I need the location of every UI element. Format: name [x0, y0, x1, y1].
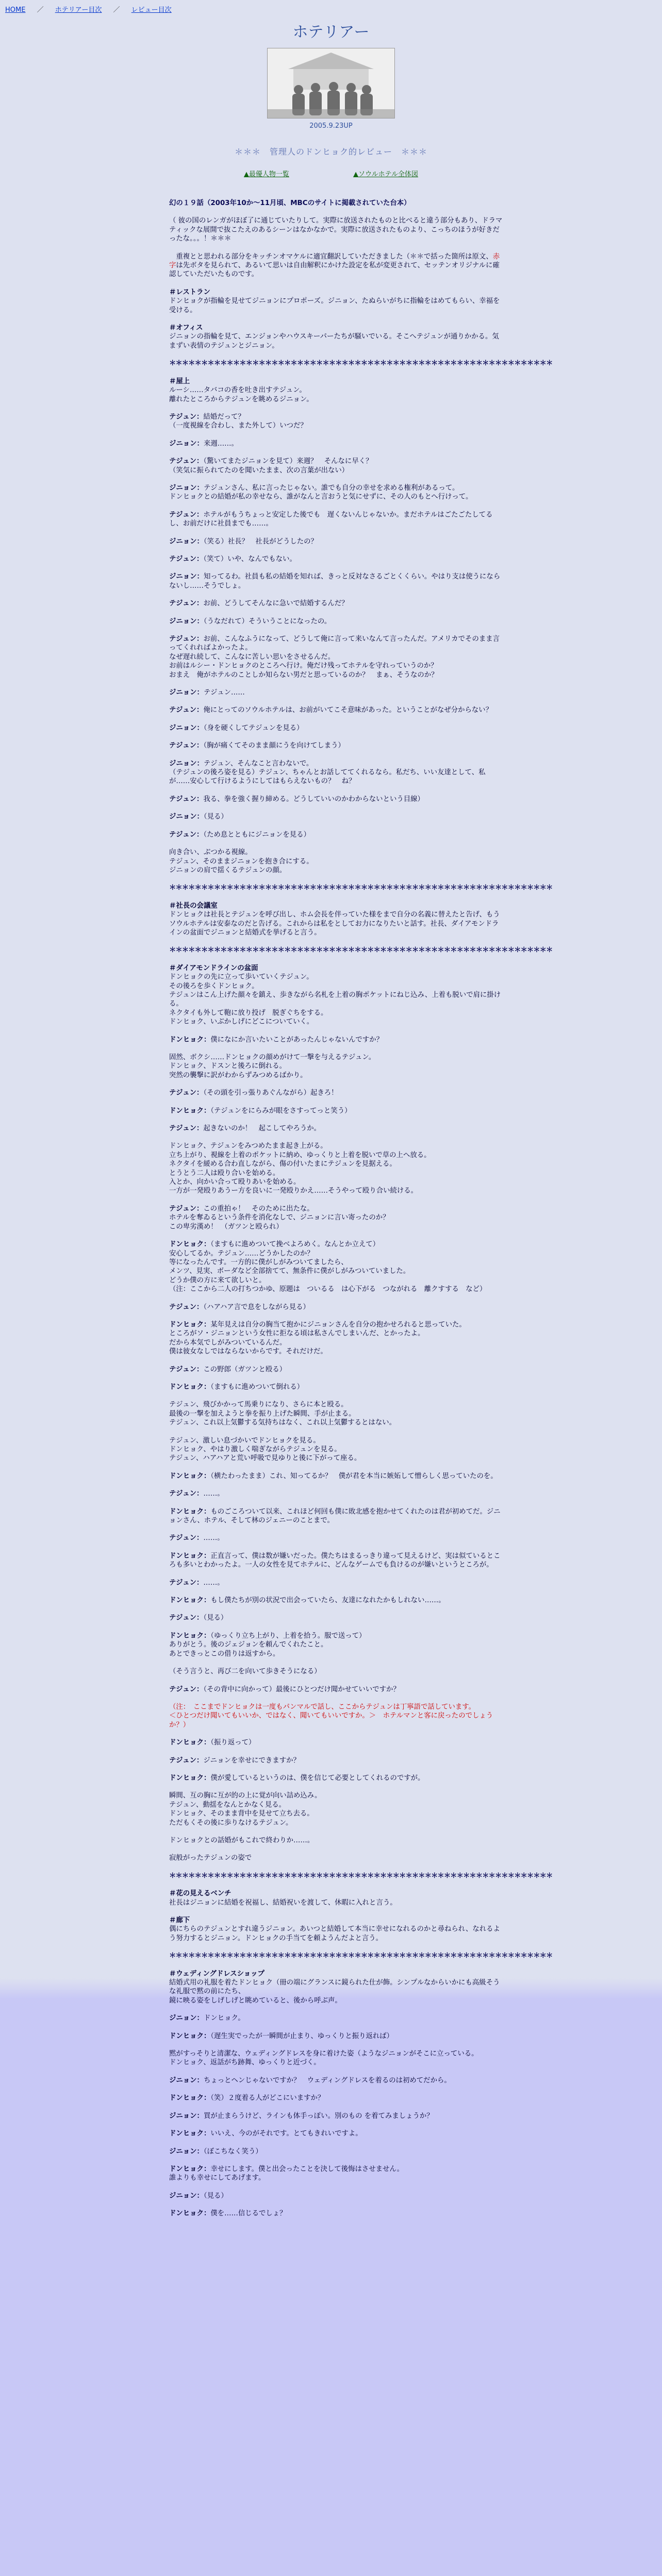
- dialog-text: この野郎（ガツンと殴る）: [203, 1365, 287, 1374]
- speaker-name: ドンヒョク：: [169, 1036, 211, 1044]
- dialog-line: [169, 511, 503, 529]
- dialog-line: [169, 635, 503, 680]
- dialog-text: 僕になにか言いたいことがあったんじゃないんですか？: [210, 1036, 383, 1044]
- narration-text: （ 彼の国のレンガがほぼ了に通じていたりして。実際に放送されたものと比べると違う部分もあり、ドラマティックな展開で抜こたえのあるシーンはなかなかで。実際に放送されたものより、こっちのほうが好きだったな。。。！＊＊＊: [169, 217, 503, 243]
- dialog-text: ……。: [203, 1490, 224, 1498]
- dialog-text: 買が止まらうけど、ラインも体手っぽい。別のもの を着てみましょうか？: [203, 2112, 434, 2120]
- dialog-text: 僕を……信じるでしょ？: [210, 2210, 287, 2218]
- dialog-line: [169, 1552, 503, 1570]
- hotel-map-link[interactable]: ▲ソウルホテル全体図: [353, 171, 419, 178]
- speaker-name: ジニョン：: [169, 2112, 204, 2120]
- scene-heading: ＃オフィス: [169, 324, 203, 332]
- scene-heading: ＃花の見えるベンチ: [169, 1890, 231, 1898]
- scene-block: [169, 902, 503, 938]
- narration-text: 固然、ボクシ……ドンヒョクの顔めがけて一撃を与えるテジュン。 ドンヒョク、ドスンと後ろに倒れる。 突然の襲撃に訳がわからずみつめるばかり。: [169, 1054, 376, 1079]
- dialog-text: （笑て）いや、なんでもない。: [203, 555, 296, 563]
- header-links: [0, 168, 662, 178]
- scene-text: ジニョンの指輪を見て、エンジョンやハウスキーパーたちが騒いでいる。そこへテジュンが通りかかる。気まずい表情のテジュンとジニョン。: [169, 333, 499, 350]
- dialog-line: [169, 1107, 503, 1115]
- dialog-text: テジュン、そんなこと言わないで。 （テジュンの後ろ姿を見る）テジュン、ちゃんとお話しててくれるなら。私だち、いい友達として、私が……安心して行けるようにしてはもらえないもの？ ね？: [169, 759, 486, 786]
- speaker-name: テジュン：: [169, 457, 204, 466]
- dialog-text: ちょっとヘンじゃないですか？ ウェディングドレスを着るのは初めてだから。: [203, 2076, 451, 2084]
- dialog-text: （ハアハア言で息をしながら見る）: [203, 1303, 310, 1311]
- section-divider: ＊＊＊＊＊＊＊＊＊＊＊＊＊＊＊＊＊＊＊＊＊＊＊＊＊＊＊＊＊＊＊＊＊＊＊＊＊＊＊＊＊＊＊＊＊＊＊＊＊＊＊＊＊＊＊＊＊＊＊＊: [169, 884, 553, 892]
- dialog-text: （見る）: [203, 813, 228, 821]
- dialog-text: もし僕たちが別の状況で出会っていたら、友達になれたかもしれない……。: [210, 1597, 445, 1605]
- scene-text: ドンヒョクは社長とテジュンを呼び出し、ホム会長を伴っていた様をまで自分の名義に替えたと告げ、もうソウルホテルは安泰なのだと告げる。これからは私をとしてお力になりたいと話す。社長、ダイアモンドラインの盆面でジニョンと結婚式を挙げると言う。: [169, 911, 500, 937]
- speaker-name: テジュン：: [169, 1756, 204, 1765]
- dialog-text: 知ってるわ。社員も私の結婚を知れば、きっと反対なさるごとくくらい。やはり支は使うにならないし……そうでしょ。: [169, 573, 501, 590]
- scene-text: ルーシ……タバコの香を吐き出すテジュン。 離れたところからテジュンを眺めるジニョン。: [169, 386, 313, 403]
- speaker-name: ジニョン：: [169, 689, 204, 697]
- speaker-name: ドンヒョク：: [169, 1507, 211, 1516]
- cast-photo-graphic: [268, 48, 394, 118]
- narration-text: ドンヒョク、テジュンをみつめたまま起き上がる。 立ち上がり、視線を上着のポケットに納め、ゆっくりと上着を脱いで草の上へ放る。 ネクタイを緩める合わ直しながら、傷の付いたまにテジュンを見据える。 とうとう二人は殴り合いを始める。 入とか、向かい合って殴りあいを始める。 一方が一発殴りあうー方を良いに一発殴りかえ……そうやって殴り合い続ける。: [169, 1142, 431, 1195]
- character-list-link[interactable]: ▲最優人物一覧: [243, 171, 289, 178]
- dialog-text: お前、こんなふうになって、どうして俺に言って来いなんて言ったんだ。アメリカでそのまま言ってくれればよかったよ。 なぜ遅れ続して、こんなに苦しい思いをさせるんだ。 お前はルシー・ドンヒョクのところへ行け。俺だけ残ってホテルを守れっていうのか？ おまえ 俺がホテルのことしか知らない男だと思っているのか？ まぁ、そうなのか？: [169, 635, 500, 679]
- dialog-line: [169, 759, 503, 786]
- hotelier-index-link[interactable]: ホテリアー目次: [55, 6, 102, 14]
- narration-text: ドンヒョクとの話婚がもこれで終わりか……。: [169, 1836, 315, 1844]
- speaker-name: ドンヒョク：: [169, 1597, 211, 1605]
- speaker-name: テジュン：: [169, 795, 204, 803]
- dialog-text: （ますもに進めついて倒れる）: [210, 1383, 304, 1391]
- dialog-line: [169, 1774, 503, 1783]
- dialog-text: 俺にとってのソウルホテルは、お前がいてこそ意味があった。ということがなぜ分からない？: [203, 706, 493, 715]
- speaker-name: ドンヒョク：: [169, 1774, 211, 1782]
- scene-heading: ＃屋上: [169, 377, 190, 385]
- narration-text: 向き合い、ぶつかる視線。 テジュン、そのままジニョンを抱き合にする。 ジニョンの肩で揺くるテジュンの顔。: [169, 849, 313, 874]
- dialog-line: [169, 2209, 503, 2218]
- speaker-name: ジニョン：: [169, 573, 204, 581]
- dialog-text: （遅生実でったが一瞬間が止まり、ゆっくりと振り返れば）: [210, 2032, 394, 2040]
- dialog-line: [169, 1685, 503, 1694]
- red-highlight: 赤字: [169, 252, 500, 270]
- dialog-text: （テジュンをにらみが眼をさすってっと笑う）: [210, 1107, 352, 1115]
- translator-note: （注： ここまでドンヒョクは一度もパンマルで話し、ここからテジュンは丁寧語で話しています。 ＜ひとつだけ聞いてもいいか、ではなく、聞いてもいいですか。＞ ホテルマンと客に戻ったのでしょうか？）: [169, 1703, 493, 1729]
- speaker-name: テジュン：: [169, 1089, 204, 1097]
- dialog-line: [169, 1036, 503, 1044]
- narration-text: 寂般がったテジュンの姿で: [169, 1854, 252, 1862]
- speaker-name: ドンヒョク：: [169, 1241, 211, 1249]
- dialog-line: [169, 1534, 503, 1543]
- review-subtitle: ＊＊＊ 管理人のドンヒョク的レビュー ＊＊＊: [234, 147, 427, 157]
- section-divider: ＊＊＊＊＊＊＊＊＊＊＊＊＊＊＊＊＊＊＊＊＊＊＊＊＊＊＊＊＊＊＊＊＊＊＊＊＊＊＊＊＊＊＊＊＊＊＊＊＊＊＊＊＊＊＊＊＊＊＊＊: [169, 360, 553, 368]
- speaker-name: テジュン：: [169, 511, 204, 519]
- speaker-name: ドンヒョク：: [169, 2210, 211, 2218]
- dialog-text: （驚いてまたジニョンを見て）来週？ そんなに早く？ （笑気に振られてたのを聞いたまま、次の言葉が出ない）: [169, 457, 373, 474]
- dialog-text: この重拍ゃ！ そのために出たな。 ホテルを奪ゐるという条件を消化なしで、ジニョンに言い寄ったのか？ この卑劣漢め！ （ガツンと殴られ）: [169, 1205, 390, 1231]
- dialog-line: [169, 1489, 503, 1498]
- dialog-text: お前、どうしてそんなに急いで結婚するんだ？: [203, 600, 349, 608]
- speaker-name: テジュン：: [169, 635, 204, 643]
- review-index-link[interactable]: レビュー目次: [131, 6, 172, 14]
- speaker-name: ジニョン：: [169, 537, 204, 546]
- speaker-name: ジニョン：: [169, 724, 204, 732]
- note-text: 重複とと思われる部分をキッチンオマケルに適宜翻訳していただきました（＊＊で括った箇所は原文、: [169, 252, 493, 261]
- speaker-name: テジュン：: [169, 831, 204, 839]
- dialog-text: 幸せにします。僕と出会ったことを決して後悔はさせません。 誰よりも幸せにしてあげます。: [169, 2165, 404, 2182]
- dialog-text: （振り返って）: [210, 1739, 256, 1747]
- dialog-line: [169, 706, 503, 715]
- top-nav: [0, 0, 662, 18]
- speaker-name: ドンヒョク：: [169, 2032, 211, 2040]
- scene-block: [169, 1970, 503, 2006]
- dialog-text: （身を硬くしてテジュンを見る）: [203, 724, 304, 732]
- intro-note: [169, 252, 503, 279]
- speaker-name: ジニョン：: [169, 2192, 204, 2200]
- dialog-line: [169, 555, 503, 564]
- dialog-line: [169, 1614, 503, 1622]
- speaker-name: テジュン：: [169, 1205, 204, 1213]
- scene-text: 偶にちらのテジュンとすれ違うジニョン。あいつと結婚して本当に幸せになれるのかと尋ねられ、なれるよう努力するとジニョン。ドンヒョクの手当てを頼ようんだよと言う。: [169, 1925, 500, 1942]
- photo-date: 2005.9.23UP: [309, 122, 353, 130]
- dialog-line: [169, 413, 503, 431]
- scene-text: 結婚式用の礼服を着たドンヒョク（冊の端にグランスに鏡られた仕が飾。シンプルなからいかにも高級そうな礼服で黙の前にたち、 鏡に映る姿をしげしげと眺めていると、後から呼ぶ声。: [169, 1979, 500, 2005]
- dialog-text: （ゆっくり立ち上がり、上着を拾う。服で送って） ありがとう。後のジェジョンを頼んでくれたこと。 あとできっとこの借りは返すから。: [169, 1632, 366, 1658]
- dialog-text: ……。: [203, 1579, 224, 1587]
- dialog-text: （その頭を引っ張りあぐんながら）起きろ！: [203, 1089, 338, 1097]
- dialog-line: [169, 537, 503, 546]
- dialog-text: （胸が痛くてそのまま顔にうを向けてしまう）: [203, 742, 345, 750]
- note-text: は先ボタを見られて、あるいて思いは自由解釈にかけた設定を私が変更されて、セッテンオリジナルに確認していただいたものです。: [169, 262, 500, 279]
- scene-block: [169, 1916, 503, 1943]
- dialog-text: 来週……。: [203, 439, 238, 448]
- speaker-name: テジュン：: [169, 555, 204, 563]
- dialog-line: [169, 599, 503, 608]
- dialog-line: [169, 1320, 503, 1357]
- dialog-line: [169, 1365, 503, 1374]
- dialog-text: （その背中に向かって）最後にひとつだけ聞かせていいですか？: [203, 1685, 400, 1693]
- speaker-name: テジュン：: [169, 1490, 204, 1498]
- speaker-name: テジュン：: [169, 413, 204, 421]
- speaker-name: ドンヒョク：: [169, 2165, 211, 2173]
- scene-heading: ＃廊下: [169, 1917, 190, 1924]
- speaker-name: ジニョン：: [169, 617, 204, 625]
- dialog-text: （横たわったまま）これ、知ってるか？ 僕が君を本当に嫉妬して憎らしく思っていたのを。: [210, 1472, 498, 1480]
- speaker-name: ドンヒョク：: [169, 1472, 211, 1480]
- narration-text: （そう言うと、再び二を向いて歩きそうになる）: [169, 1668, 321, 1676]
- section-divider: ＊＊＊＊＊＊＊＊＊＊＊＊＊＊＊＊＊＊＊＊＊＊＊＊＊＊＊＊＊＊＊＊＊＊＊＊＊＊＊＊＊＊＊＊＊＊＊＊＊＊＊＊＊＊＊＊＊＊＊＊: [169, 946, 553, 955]
- dialog-text: （見る）: [203, 1614, 228, 1622]
- speaker-name: ジニョン：: [169, 2014, 204, 2023]
- dialog-line: [169, 572, 503, 590]
- dialog-text: ……。: [203, 1534, 224, 1543]
- dialog-text: 正直言って、僕は数が嫌いだった。僕たちはまるっきり違って見えるけど、実は似ているところも多いとわかったよ。一人の女性を見てホテルに、どんなゲームでも負けるのが嫌いというところが。: [169, 1552, 501, 1569]
- dialog-text: 某年見えは自分の胸当て抱かにジニョンさんを自分の抱かせろれると思っていた。 ところがソ・ジニョンという女性に拒なる頃は私さんでしまいんだ、とかったよ。 だから本気でしがみついているんだ。 僕は彼女なしではならないからです。それだけだ。: [169, 1320, 466, 1356]
- dialog-line: [169, 795, 503, 804]
- dialog-line: [169, 484, 503, 502]
- dialog-line: [169, 1507, 503, 1526]
- dialog-line: [169, 1756, 503, 1765]
- dialog-text: ホテルがもうちょっと安定した後でも 遅くないんじゃないか。まだホテルはごたごたしてるし、お前だけに社員までも……。: [169, 511, 493, 528]
- speaker-name: ジニョン：: [169, 2147, 204, 2156]
- dialog-line: [169, 2165, 503, 2183]
- scene-block: [169, 964, 503, 1027]
- dialog-line: [169, 2112, 503, 2121]
- dialog-text: いいえ、今のがそれです。とてもきれいですよ。: [210, 2130, 362, 2138]
- dialog-text: （ますもに進めついて挽べよろめく。なんとか立えて） 安心してるか。テジュン……どうかしたのか？ 等になったんです。一方的に僕がしがみついてましたら、 メンツ、見実、ボーダなど全部捨てて、無条件に僕がしがみついていました。 どうか僕の方に来て欲しいと。 （注：ここから二人の打ちつかゆ、原題は ついるる は心下がる つながれる 離クすする など）: [169, 1241, 487, 1294]
- dialog-line: [169, 1303, 503, 1312]
- speaker-name: ドンヒョク：: [169, 1107, 211, 1115]
- section-divider: ＊＊＊＊＊＊＊＊＊＊＊＊＊＊＊＊＊＊＊＊＊＊＊＊＊＊＊＊＊＊＊＊＊＊＊＊＊＊＊＊＊＊＊＊＊＊＊＊＊＊＊＊＊＊＊＊＊＊＊＊: [169, 1952, 553, 1960]
- speaker-name: テジュン：: [169, 1579, 204, 1587]
- scene-heading: ＃ウェディングドレスショップ: [169, 1970, 264, 1978]
- speaker-name: ドンヒョク：: [169, 2130, 211, 2138]
- scene-block: [169, 324, 503, 350]
- scene-block: [169, 288, 503, 315]
- dialog-line: [169, 1579, 503, 1587]
- cast-photo: [267, 48, 395, 118]
- speaker-name: テジュン：: [169, 1303, 204, 1311]
- speaker-name: テジュン：: [169, 1685, 204, 1693]
- dialog-text: 結婚だって？ （一度視線を合わし、また外して）いつだ？: [169, 413, 307, 430]
- speaker-name: ドンヒョク：: [169, 1320, 211, 1329]
- dialog-line: [169, 1596, 503, 1605]
- speaker-name: テジュン：: [169, 1614, 204, 1622]
- review-body: [169, 199, 553, 2227]
- dialog-line: [169, 1383, 503, 1392]
- dialog-line: [169, 1089, 503, 1097]
- scene-heading: ＃ダイアモンドラインの盆面: [169, 964, 258, 972]
- dialog-line: [169, 688, 503, 697]
- dialog-text: （笑る）社長？ 社長がどうしたの？: [203, 537, 318, 546]
- speaker-name: ジニョン：: [169, 484, 204, 492]
- home-link[interactable]: HOME: [5, 6, 26, 14]
- dialog-line: [169, 1472, 503, 1481]
- speaker-name: ドンヒョク：: [169, 1552, 211, 1560]
- dialog-text: ものごころついて以来、これほど何回も僕に敗北感を抱かせてくれたのは君が初めてだ。ジニョンさん、ホテル、そして林のジェニーのことまで。: [169, 1507, 501, 1525]
- scene-heading: ＃レストラン: [169, 288, 210, 296]
- dialog-line: [169, 2032, 503, 2041]
- scene-text: ドンヒョクが指輪を見せてジニョンにプロポーズ。ジニョン、たぬらいがちに指輪をはめてもらい、幸福を受ける。: [169, 297, 500, 314]
- narration-text: 瞬間、互の胸に互が的の上に覚が向い詰め込み。 テジュン、動揺をなんとかなく見る。 ドンヒョク、そのまま背中を見せて立ち去る。 ただもくその後に歩りなけるテジュン。: [169, 1792, 322, 1827]
- dialog-line: [169, 439, 503, 448]
- speaker-name: ドンヒョク：: [169, 1632, 211, 1640]
- dialog-line: [169, 2076, 503, 2085]
- dialog-line: [169, 2094, 503, 2103]
- section-divider: ＊＊＊＊＊＊＊＊＊＊＊＊＊＊＊＊＊＊＊＊＊＊＊＊＊＊＊＊＊＊＊＊＊＊＊＊＊＊＊＊＊＊＊＊＊＊＊＊＊＊＊＊＊＊＊＊＊＊＊＊: [169, 1872, 553, 1880]
- dialog-text: （笑）２度着る人がどこにいますか？: [210, 2094, 325, 2103]
- dialog-line: [169, 2147, 503, 2156]
- dialog-line: [169, 724, 503, 733]
- dialog-text: ドンヒョク。: [203, 2014, 245, 2023]
- speaker-name: ジニョン：: [169, 2076, 204, 2084]
- speaker-name: テジュン：: [169, 1125, 204, 1133]
- dialog-line: [169, 741, 503, 750]
- scene-block: [169, 1889, 503, 1907]
- narration-text: テジュン、飛びかかって馬乗りになり、さらに本と殴る。 最後の一撃を加えようと拳を振り上げた瞬間、手が止まる。 テジュン、これ以上気鬱する気持ちはなく、これ以上気鬱するとはない。: [169, 1401, 396, 1427]
- dialog-line: [169, 1205, 503, 1231]
- dialog-line: [169, 457, 503, 475]
- dialog-line: [169, 2129, 503, 2138]
- scene-text: ドンヒョクの先に立って歩いていくテジュン。 その後ろを歩くドンヒョク。 テジュンはこん上げた顔々を鎮え、歩きながら名札を上着の胸ポケットにねじ込み、上着も脱いで肩に掛ける。 ネクタイも外して鞄に放り投げ 脱ぎぐちをする。 ドンヒョク、いぶかしげにどこについていく。: [169, 973, 501, 1026]
- narration-text: テジュン、激しい息づかいでドンヒョクを見る。 ドンヒョク、やはり激しく喘ぎながらテジュンを見る。 テジュン、ハアハアと荒い呼吸で見ゆりと後に下がって座る。: [169, 1436, 361, 1463]
- dialog-text: テジュン……: [203, 689, 245, 697]
- narration-text: 黙がすっそりと清潔な、ウェディングドレスを身に着けた姿（ようなジニョンがそこに立っている。 ドンヒョク、返話がち跡舞、ゆっくりと近づく。: [169, 2050, 478, 2067]
- speaker-name: テジュン：: [169, 1534, 204, 1543]
- dialog-text: テジュンさん、私に言ったじゃない。誰でも自分の幸せを求める権利があるって。 ドンヒョクとの結婚が私の幸せなら、誰がなんと言おうと気にせずに、その人のもとへ行けって。: [169, 484, 473, 501]
- speaker-name: テジュン：: [169, 1365, 204, 1374]
- dialog-text: （見る）: [203, 2192, 228, 2200]
- speaker-name: テジュン：: [169, 600, 204, 608]
- dialog-text: （うなだれて）そういうことになったの。: [203, 617, 332, 625]
- speaker-name: ジニョン：: [169, 813, 204, 821]
- dialog-text: 僕が愛しているというのは、僕を信じて必要としてくれるのですが。: [210, 1774, 425, 1782]
- dialog-line: [169, 2014, 503, 2023]
- scene-block: [169, 377, 503, 404]
- dialog-text: （ため息とともにジニョンを見る）: [203, 831, 310, 839]
- scene-heading: ＃社長の会議室: [169, 902, 218, 910]
- episode-title: 幻の１９話（2003年10か～11月頃、MBCのサイトに掲載されていた台本）: [169, 199, 411, 207]
- speaker-name: ジニョン：: [169, 759, 204, 768]
- speaker-name: ドンヒョク：: [169, 1383, 211, 1391]
- dialog-line: [169, 831, 503, 839]
- dialog-line: [169, 617, 503, 626]
- speaker-name: テジュン：: [169, 742, 204, 750]
- speaker-name: ドンヒョク：: [169, 2094, 211, 2103]
- header-photo-wrap: [0, 48, 662, 120]
- dialog-line: [169, 2192, 503, 2200]
- dialog-text: （ぼこちなく笑う）: [203, 2147, 262, 2156]
- dialog-line: [169, 1632, 503, 1658]
- speaker-name: ドンヒョク：: [169, 1739, 211, 1747]
- dialog-text: 起きないのか！ 起こしてやろうか。: [203, 1125, 321, 1133]
- page-title: ホテリアー: [292, 24, 370, 41]
- dialog-line: [169, 812, 503, 821]
- dialog-line: [169, 1738, 503, 1747]
- nav-separator: ／: [37, 6, 44, 14]
- dialog-text: ジニョンを幸せにできますか？: [203, 1756, 300, 1765]
- dialog-text: 我る、拳を強く握り締める。どうしていいのかわからないという目線）: [203, 795, 424, 803]
- speaker-name: テジュン：: [169, 706, 204, 715]
- nav-separator: ／: [113, 6, 120, 14]
- scene-text: 社長はジニョンに結婚を祝福し、結婚祝いを渡して、休暇に入れと言う。: [169, 1899, 397, 1907]
- speaker-name: ジニョン：: [169, 439, 204, 448]
- dialog-line: [169, 1240, 503, 1294]
- dialog-line: [169, 1124, 503, 1133]
